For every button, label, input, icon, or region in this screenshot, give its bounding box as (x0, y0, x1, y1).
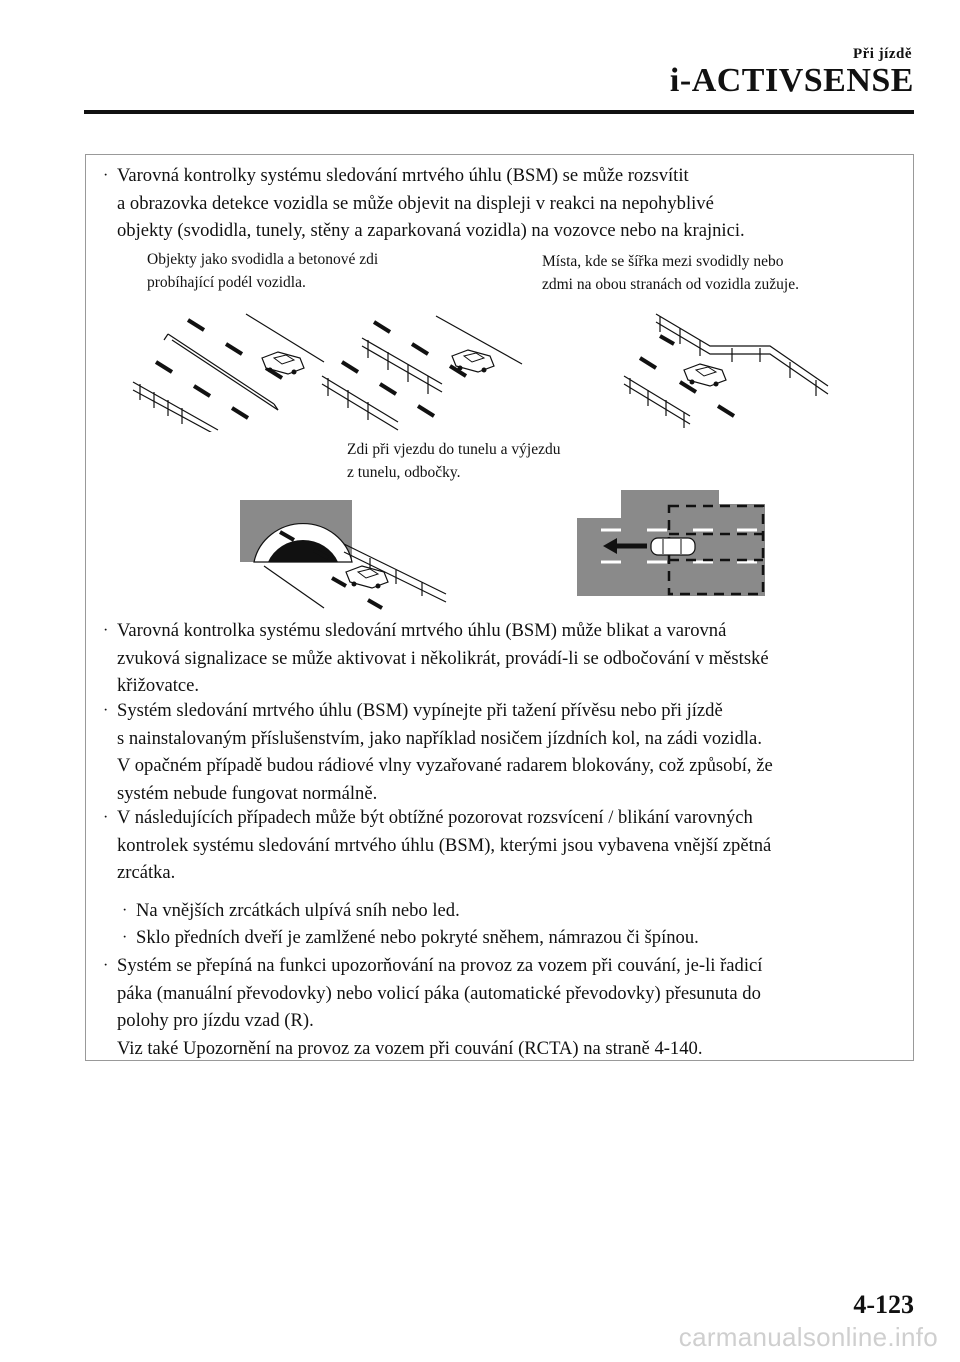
illustration-guardrail-road (128, 312, 328, 432)
text-line: a obrazovka detekce vozidla se může objevit na displeji v reakci na nepohyblivé (117, 192, 714, 214)
bullet-dot: · (103, 167, 109, 184)
text-line: Varovná kontrolky systému sledování mrtvého úhlu (BSM) se může rozsvítit (117, 165, 689, 186)
figure-caption-tunnel (347, 438, 561, 484)
caption-line: z tunelu, odbočky. (347, 464, 461, 481)
section-label: Při jízdě (852, 46, 912, 62)
page-number: 4-123 (853, 1290, 914, 1319)
bullet-dot: · (103, 957, 109, 974)
car-icon (346, 566, 388, 589)
text-line: systém nebude fungovat normálně. (117, 782, 378, 804)
text-line: polohy pro jízdu vzad (R). (117, 1010, 314, 1031)
bullet-dot: · (103, 702, 109, 719)
car-icon (684, 364, 726, 387)
bullet-item (103, 617, 907, 700)
text-line: Viz také Upozornění na provoz za vozem při couvání (RCTA) na straně 4-140. (117, 1037, 703, 1059)
illustration-narrowing-road (620, 310, 832, 434)
illustration-double-guardrail (318, 312, 528, 432)
caption-line: Objekty jako svodidla a betonové zdi (147, 251, 379, 268)
text-line: objekty (svodidla, tunely, stěny a zaparkovaná vozidla) na vozovce nebo na krajnici. (117, 220, 745, 241)
caption-line: zdmi na obou stranách od vozidla zužuje. (542, 276, 799, 293)
bullet-dot: · (103, 622, 109, 639)
bullet-dot: · (122, 902, 128, 919)
figure-caption-narrowing (542, 250, 799, 296)
text-line: páka (manuální převodovky) nebo volicí páka (automatické převodovky) přesunuta do (117, 982, 761, 1004)
caption-line: Zdi při vjezdu do tunelu a výjezdu (347, 441, 561, 458)
bullet-dot: · (103, 809, 109, 826)
sub-bullet-item (122, 897, 906, 925)
caption-line: probíhající podél vozidla. (147, 274, 306, 291)
bullet-item (103, 952, 907, 1062)
text-line: křižovatce. (117, 675, 200, 696)
illustration-tunnel (240, 500, 460, 610)
text-line: V následujících případech může být obtížné pozorovat rozsvícení / blikání varovných (117, 807, 753, 828)
text-line: Varovná kontrolka systému sledování mrtvého úhlu (BSM) může blikat a varovná (117, 620, 727, 641)
bullet-item (103, 804, 907, 887)
text-line: Na vnějších zrcátkách ulpívá sníh nebo led. (136, 900, 460, 921)
bullet-item (103, 697, 907, 807)
watermark: carmanualsonline.info (678, 1322, 938, 1352)
car-icon (262, 352, 304, 375)
header-rule (84, 110, 914, 114)
illustration-intersection (577, 490, 769, 598)
caption-line: Místa, kde se šířka mezi svodidly nebo (542, 253, 784, 270)
text-line: zrcátka. (117, 862, 176, 883)
page-title: i-ACTIVSENSE (669, 62, 914, 99)
sub-bullet-item (122, 924, 906, 952)
figure-caption-guardrail (147, 248, 378, 294)
text-line: zvuková signalizace se může aktivovat i několikrát, provádí-li se odbočování v městské (117, 647, 769, 669)
text-line: kontrolek systému sledování mrtvého úhlu (BSM), kterými jsou vybavena vnější zpětná (117, 834, 772, 856)
car-icon (452, 350, 494, 373)
bullet-dot: · (122, 929, 128, 946)
text-line: Systém sledování mrtvého úhlu (BSM) vypínejte při tažení přívěsu nebo při jízdě (117, 700, 723, 721)
text-line: V opačném případě budou rádiové vlny vyzařované radarem blokovány, což způsobí, že (117, 755, 773, 776)
text-line: s nainstalovaným příslušenstvím, jako například nosičem jízdních kol, na zádi vozidla. (117, 727, 762, 749)
intro-bullet (103, 162, 907, 245)
text-line: Sklo předních dveří je zamlžené nebo pokryté sněhem, námrazou či špínou. (136, 927, 699, 948)
car-icon (651, 538, 695, 555)
text-line: Systém se přepíná na funkci upozorňování na provoz za vozem při couvání, je-li řadicí (117, 955, 763, 976)
